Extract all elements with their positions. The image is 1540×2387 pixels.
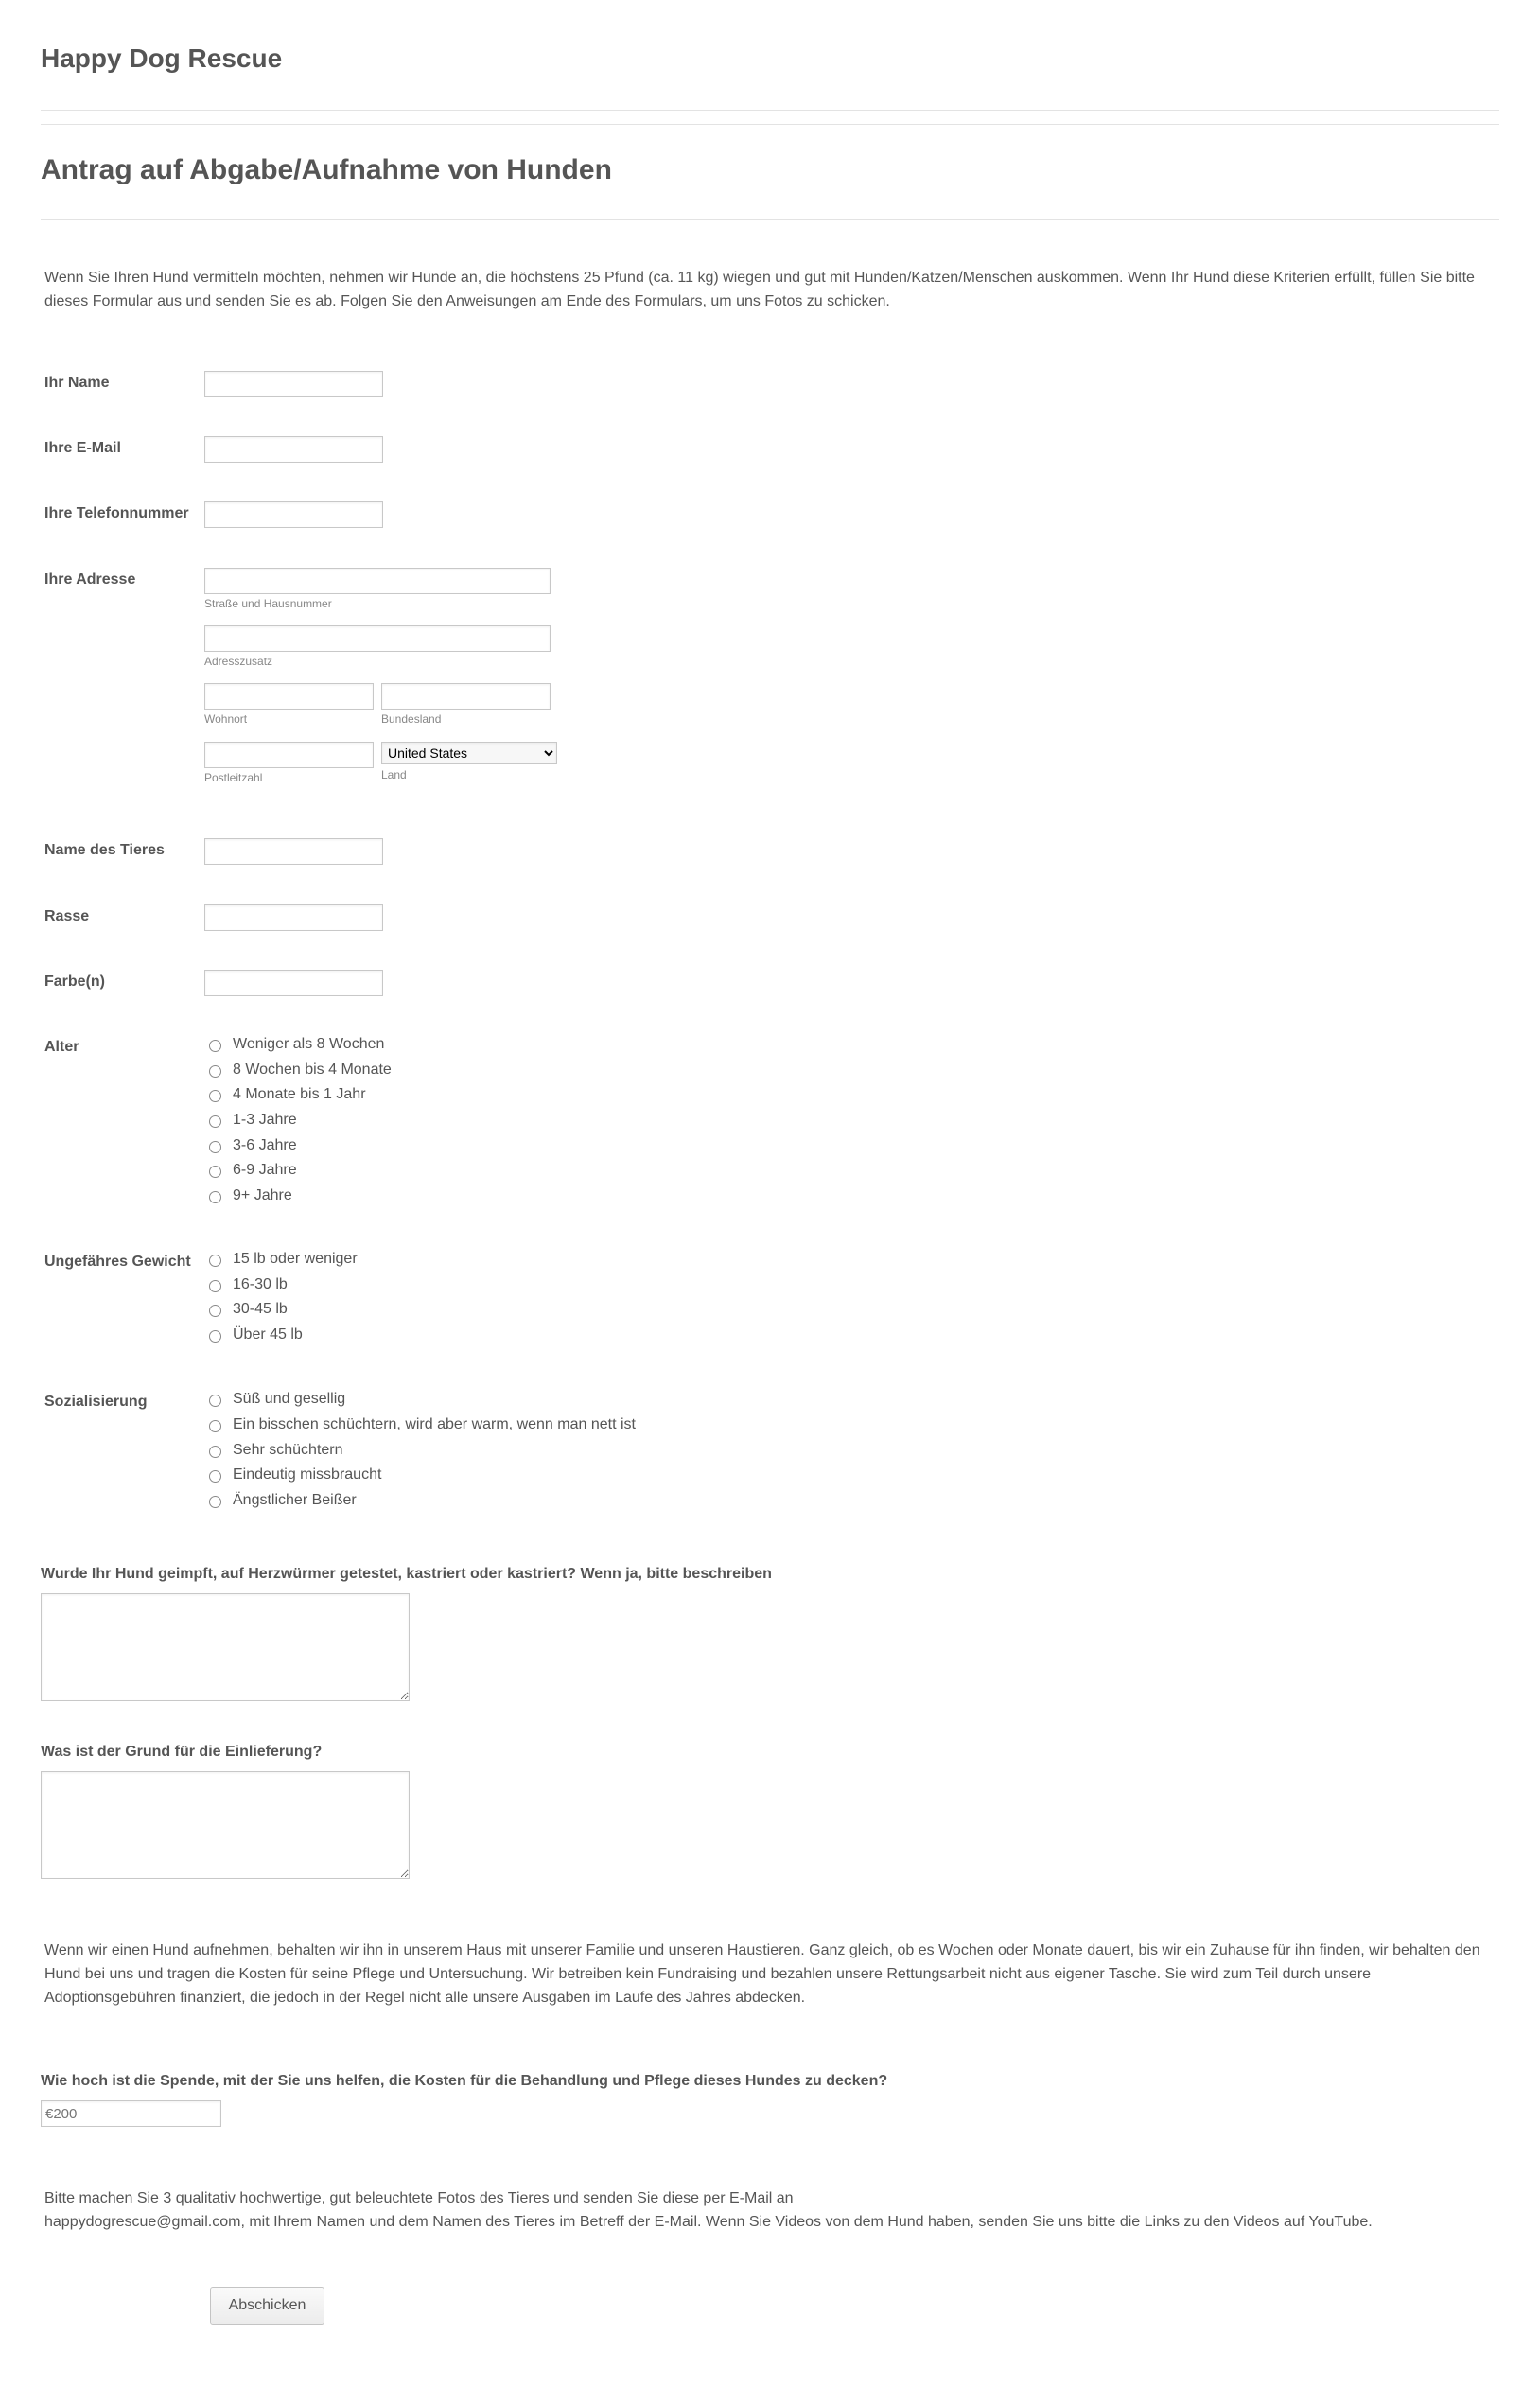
divider	[41, 219, 1499, 220]
weight-option[interactable]	[209, 1322, 303, 1347]
radio-label: 15 lb oder weniger	[233, 1250, 358, 1267]
age-option[interactable]	[209, 1031, 384, 1057]
state-input[interactable]	[381, 683, 551, 710]
breed-label: Rasse	[44, 908, 90, 924]
medical-label: Wurde Ihr Hund geimpft, auf Herzwürmer getestet, kastriert oder kastriert? Wenn ja, bitte beschreiben	[41, 1566, 772, 1582]
intro-text: Wenn Sie Ihren Hund vermitteln möchten, nehmen wir Hunde an, die höchstens 25 Pfund (ca. 11 kg) wiegen und gut mit Hunden/Katzen/Menschen auskommen. Wenn Ihr Hund diese Kriterien erfüllt, füllen Sie bitte dieses Formular aus und senden Sie es ab. Folgen Sie den Anweisungen am Ende des Formulars, um uns Fotos zu schicken.	[44, 270, 1475, 309]
radio-label: Ein bisschen schüchtern, wird aber warm, wenn man nett ist	[233, 1415, 636, 1432]
state-sublabel: Bundesland	[381, 712, 442, 726]
radio-label: 30-45 lb	[233, 1300, 288, 1317]
photo-instructions-line: happydogrescue@gmail.com, mit Ihrem Namen und dem Namen des Tieres im Betreff der E-Mail. Wenn Sie Videos von dem Hund haben, senden Sie uns bitte die Links zu den Videos auf YouTube.	[44, 2214, 1373, 2230]
zip-input[interactable]	[204, 742, 374, 768]
pet-name-label: Name des Tieres	[44, 842, 165, 858]
name-input[interactable]	[204, 371, 383, 397]
street-sublabel: Straße und Hausnummer	[204, 597, 332, 610]
city-input[interactable]	[204, 683, 374, 710]
phone-input[interactable]	[204, 501, 383, 528]
radio-label: 16-30 lb	[233, 1275, 288, 1292]
medical-textarea[interactable]	[41, 1593, 410, 1701]
reason-label: Was ist der Grund für die Einlieferung?	[41, 1744, 323, 1760]
radio-label: Ängstlicher Beißer	[233, 1491, 357, 1508]
socialization-option[interactable]	[209, 1412, 636, 1437]
info-paragraph: Wenn wir einen Hund aufnehmen, behalten wir ihn in unserem Haus mit unserer Familie und unseren Haustieren. Ganz gleich, ob es Wochen oder Monate dauert, bis wir ein Zuhause für ihn finden, wir behalten den Hund bei uns und tragen die Kosten für seine Pflege und Untersuchung. Wir betreiben kein Fundraising und bezahlen unsere Rettungsarbeit nicht aus eigener Tasche. Sie wird zum Teil durch unsere Adoptionsgebühren finanziert, die jedoch in der Regel nicht alle unsere Ausgaben im Laufe des Jahres abdecken.	[44, 1942, 1480, 2006]
divider	[41, 124, 1499, 125]
pet-name-input[interactable]	[204, 838, 383, 865]
city-sublabel: Wohnort	[204, 712, 248, 726]
divider	[41, 110, 1499, 111]
weight-option[interactable]	[209, 1296, 288, 1322]
radio-label: Eindeutig missbraucht	[233, 1466, 382, 1483]
submit-button[interactable]: Abschicken	[210, 2287, 324, 2325]
reason-textarea[interactable]	[41, 1771, 410, 1879]
radio-button[interactable]	[209, 1191, 221, 1203]
radio-button[interactable]	[209, 1166, 221, 1178]
socialization-option[interactable]	[209, 1386, 345, 1412]
socialization-option[interactable]	[209, 1487, 357, 1513]
radio-button[interactable]	[209, 1255, 221, 1267]
radio-button[interactable]	[209, 1395, 221, 1407]
radio-button[interactable]	[209, 1330, 221, 1343]
age-label: Alter	[44, 1039, 79, 1055]
age-option[interactable]	[209, 1081, 366, 1107]
radio-button[interactable]	[209, 1305, 221, 1317]
photo-instructions	[44, 2186, 1492, 2234]
donation-input[interactable]	[41, 2100, 221, 2127]
weight-label: Ungefähres Gewicht	[44, 1254, 191, 1270]
radio-button[interactable]	[209, 1446, 221, 1458]
age-option[interactable]	[209, 1157, 297, 1183]
socialization-option[interactable]	[209, 1437, 343, 1463]
radio-label: Weniger als 8 Wochen	[233, 1035, 385, 1052]
weight-option[interactable]	[209, 1246, 358, 1272]
country-sublabel: Land	[381, 768, 407, 781]
donation-label: Wie hoch ist die Spende, mit der Sie uns helfen, die Kosten für die Behandlung und Pflege dieses Hundes zu decken?	[41, 2073, 888, 2089]
photo-instructions-line: Bitte machen Sie 3 qualitativ hochwertige, gut beleuchtete Fotos des Tieres und senden Sie diese per E-Mail an	[44, 2190, 794, 2206]
radio-label: 6-9 Jahre	[233, 1161, 297, 1178]
radio-button[interactable]	[209, 1065, 221, 1078]
age-option[interactable]	[209, 1107, 297, 1132]
address-label: Ihre Adresse	[44, 571, 136, 588]
email-label: Ihre E-Mail	[44, 440, 121, 456]
country-select[interactable]	[381, 742, 557, 764]
radio-label: 3-6 Jahre	[233, 1136, 297, 1153]
street2-sublabel: Adresszusatz	[204, 655, 273, 668]
email-input[interactable]	[204, 436, 383, 463]
radio-button[interactable]	[209, 1280, 221, 1292]
radio-button[interactable]	[209, 1090, 221, 1102]
radio-label: 4 Monate bis 1 Jahr	[233, 1085, 366, 1102]
radio-button[interactable]	[209, 1420, 221, 1432]
site-title: Happy Dog Rescue	[41, 44, 283, 73]
phone-label: Ihre Telefonnummer	[44, 505, 189, 521]
street-input[interactable]	[204, 568, 551, 594]
age-option[interactable]	[209, 1183, 292, 1208]
age-option[interactable]	[209, 1057, 392, 1082]
weight-option[interactable]	[209, 1272, 288, 1297]
radio-button[interactable]	[209, 1141, 221, 1153]
breed-input[interactable]	[204, 904, 383, 931]
radio-label: 8 Wochen bis 4 Monate	[233, 1061, 392, 1078]
radio-label: Über 45 lb	[233, 1325, 303, 1343]
radio-button[interactable]	[209, 1115, 221, 1128]
socialization-option[interactable]	[209, 1462, 381, 1487]
radio-label: 9+ Jahre	[233, 1186, 292, 1203]
radio-button[interactable]	[209, 1496, 221, 1508]
street2-input[interactable]	[204, 625, 551, 652]
socialization-label: Sozialisierung	[44, 1394, 148, 1410]
radio-label: Süß und gesellig	[233, 1390, 346, 1407]
colors-input[interactable]	[204, 970, 383, 996]
age-option[interactable]	[209, 1132, 297, 1158]
zip-sublabel: Postleitzahl	[204, 771, 263, 784]
colors-label: Farbe(n)	[44, 974, 105, 990]
radio-button[interactable]	[209, 1040, 221, 1052]
radio-button[interactable]	[209, 1470, 221, 1483]
form-title: Antrag auf Abgabe/Aufnahme von Hunden	[41, 154, 612, 185]
radio-label: 1-3 Jahre	[233, 1111, 297, 1128]
name-label: Ihr Name	[44, 375, 110, 391]
radio-label: Sehr schüchtern	[233, 1441, 343, 1458]
